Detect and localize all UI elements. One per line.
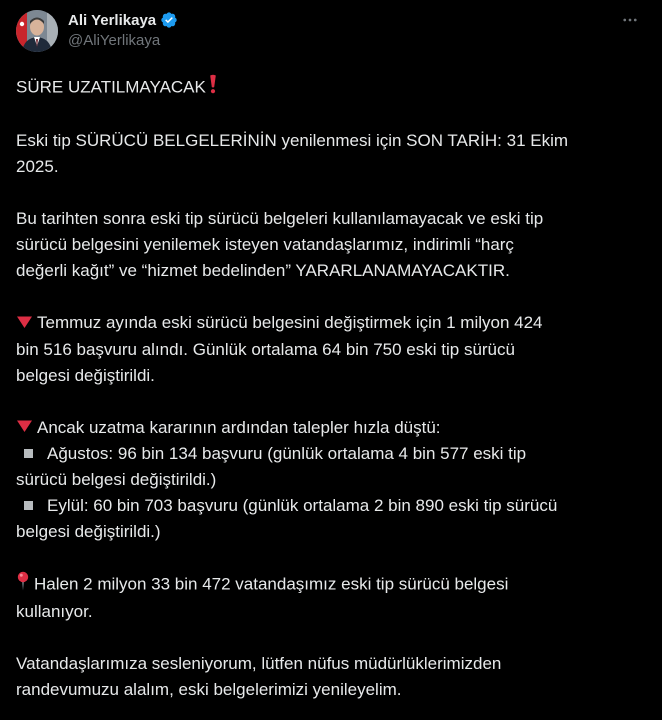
text-line: kullanıyor.	[16, 602, 93, 622]
headline-line	[16, 74, 646, 102]
display-name[interactable]: Ali Yerlikaya	[68, 11, 157, 29]
avatar[interactable]	[16, 10, 58, 52]
author-names	[68, 10, 178, 49]
red-exclamation-icon	[209, 74, 217, 102]
verified-badge-icon[interactable]	[160, 11, 178, 29]
text-line: değerli kağıt” ve “hizmet bedelinden” YARARLANAMAYACAKTIR.	[16, 261, 510, 280]
text-span: Eylül: 60 bin 703 başvuru (günlük ortalama 2 bin 890 eski tip sürücü	[47, 496, 558, 516]
text-line	[16, 415, 646, 442]
headline-text: SÜRE UZATILMAYACAK	[16, 77, 206, 97]
round-pushpin-icon	[16, 571, 30, 599]
text-line: Bu tarihten sonra eski tip sürücü belgeleri kullanılamayacak ve eski tip	[16, 209, 544, 228]
red-down-triangle-icon	[16, 415, 33, 441]
text-line: sürücü belgesini yenilemek isteyen vatandaşlarımız, indirimli “harç	[16, 235, 514, 254]
profile-photo	[16, 10, 58, 52]
paragraph-warning	[16, 206, 646, 284]
text-span: Temmuz ayında eski sürücü belgesini değiştirmek için 1 milyon 424	[37, 313, 543, 332]
more-options-icon[interactable]	[620, 10, 640, 30]
text-line: Eski tip SÜRÜCÜ BELGELERİNİN yenilenmesi için SON TARİH: 31 Ekim	[16, 131, 569, 150]
small-gray-square-icon	[24, 501, 33, 510]
tweet-text	[16, 74, 646, 703]
tweet-header	[16, 8, 646, 60]
text-line: belgesi değiştirildi.	[16, 365, 155, 385]
text-span: Ancak uzatma kararının ardından talepler hızla düştü:	[37, 417, 441, 437]
text-span: Ağustos: 96 bin 134 başvuru (günlük ortalama 4 bin 577 eski tip	[47, 444, 527, 464]
handle[interactable]: @AliYerlikaya	[68, 32, 161, 49]
small-gray-square-icon	[24, 449, 33, 458]
bullet-line	[16, 441, 646, 467]
paragraph-july	[16, 310, 646, 389]
text-line: bin 516 başvuru alındı. Günlük ortalama 64 bin 750 eski tip sürücü	[16, 339, 515, 359]
paragraph-decline	[16, 415, 646, 546]
paragraph-headline	[16, 74, 646, 102]
text-line: randevumuzu alalım, eski belgelerimizi yenileyelim.	[16, 680, 402, 700]
name-row	[68, 10, 178, 30]
paragraph-deadline	[16, 128, 646, 180]
text-line: 2025.	[16, 157, 59, 176]
red-down-triangle-icon	[16, 311, 33, 337]
bullet-line	[16, 493, 646, 519]
paragraph-remaining	[16, 571, 646, 625]
text-span: Halen 2 milyon 33 bin 472 vatandaşımız eski tip sürücü belgesi	[34, 574, 509, 594]
text-line	[16, 310, 646, 337]
paragraph-appeal	[16, 651, 646, 703]
text-line: belgesi değiştirildi.)	[16, 522, 161, 542]
text-line: sürücü belgesi değiştirildi.)	[16, 470, 217, 490]
text-line	[16, 571, 646, 599]
text-line: Vatandaşlarımıza sesleniyorum, lütfen nüfus müdürlüklerimizden	[16, 654, 502, 674]
